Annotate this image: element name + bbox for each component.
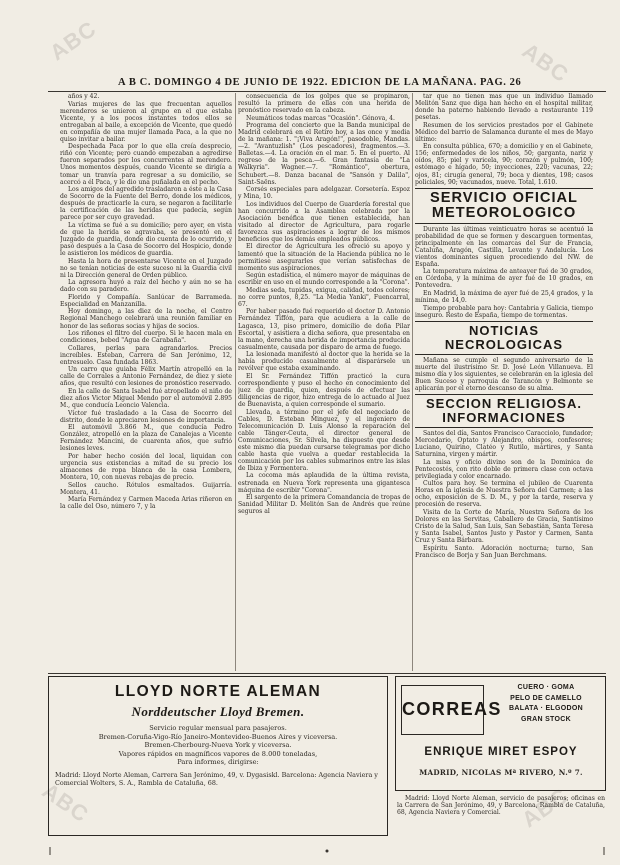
column-1-paragraph: Florido y Compañía. Sanlúcar de Barrameda. Especialidad en Manzanilla. xyxy=(60,293,232,308)
lloyd-line: Para informes, dirigirse: xyxy=(177,758,259,767)
religious-section xyxy=(415,430,593,559)
rel-title-line2: INFORMACIONES xyxy=(442,409,566,425)
clinic-paragraph: En consulta pública, 670; a domicilio y en el Gabinete, 156; enfermedades de los niños, 50; garganta, nariz y oídos, 85; piel y varicela, 90; corazón y pulmón, 100; estómago e hígado, 50; inyecciones, 220; vacunas, 22; ojos, 81; cirugía general, 79; boca y dientes, 198; casos policiales, 90; vacunados, nueve. Total, 1.610. xyxy=(415,143,593,186)
column-1-paragraph: Collares, perlas para agrandarlos. Precios increíbles. Esteban, Carrera de San Jerónimo, 12, entresuelo. Casa fundada 1863. xyxy=(60,344,232,366)
column-1-paragraph: Por haber hecho cosión del local, liquidan con urgencia sus existencias a mitad de su precio los almacenes de ropa blanca de la casa Lombera, Montera, 10, con nuevas rebajas de precio. xyxy=(60,452,232,481)
column-1-paragraph: Víctor fué trasladado a la Casa de Socorro del distrito, donde le apreciaron lesiones de importancia. xyxy=(60,409,232,424)
column-1-paragraph: Hoy domingo, a las diez de la noche, el Centro Regional Manchego celebrará una reunión familiar en honor de las señoras socias y hijas de socios. xyxy=(60,308,232,330)
nec-title-line1: NOTICIAS xyxy=(468,322,540,338)
column-1-paragraph: Varias mujeres de las que frecuentan aquellos merenderos se unieron al grupo en el que estaba Vicente, y a los pocos instantes todos ellos se entregaban al baile, a excepción de Vicente, que quedó en compañía de una mujer llamada Paca, a la que no quiso invitar a bailar. xyxy=(60,100,232,143)
correas-product-line: CUERO · GOMA xyxy=(517,684,575,691)
column-1-paragraph: Sellos caucho. Rótulos esmaltados. Guijarría. Montera, 41. xyxy=(60,481,232,496)
lloyd-title: LLOYD NORTE ALEMAN xyxy=(114,683,322,700)
watermark-top-right: ABC xyxy=(517,37,574,88)
rel-title-line1: SECCION RELIGIOSA. xyxy=(426,395,582,411)
met-paragraph: Durante las últimas veinticuatro horas se acentuó la probabilidad de que se formen y descarguen tormentas, principalmente en las comarcas del Sur de Francia, Cataluña, Aragón, Castilla, Levante y Andalucía. Los vientos dominantes siguen procediendo del NW. de España. xyxy=(415,225,593,268)
lloyd-lines xyxy=(55,724,381,767)
lloyd-line: Bremen-Coruña-Vigo-Río Janeiro-Montevideo-Buenos Aires y viceversa. xyxy=(98,732,338,741)
correas-logo: CORREAS xyxy=(401,685,484,735)
column-1-paragraph: María Fernández y Carmen Maceda Arias riñeron en la calle del Oso, número 7, y la xyxy=(60,496,232,511)
section-rule xyxy=(415,427,593,428)
page-header: A B C. DOMINGO 4 DE JUNIO DE 1922. EDICION DE LA MAÑANA. PAG. 26 xyxy=(118,77,522,88)
header-rule xyxy=(48,91,606,92)
lloyd-line: Bremen-Cherbourg-Nueva York y viceversa. xyxy=(144,741,292,750)
correas-product-line: GRAN STOCK xyxy=(521,715,571,723)
section-rule xyxy=(415,223,593,224)
column-1 xyxy=(60,93,232,671)
met-title-line1: SERVICIO OFICIAL xyxy=(430,189,578,206)
column-2-paragraph: La lesionada manifestó al doctor que la herida se la había producido casualmente al disparársele un revólver que estaba examinando. xyxy=(238,351,410,373)
column-1-paragraph: Un carro que guiaba Félix Martín atropelló en la calle de Corrales a Antonio Fernández, de diez y siete años, que resultó con lesiones de pronóstico reservado. xyxy=(60,366,232,388)
nec-paragraph: Mañana se cumple el segundo aniversario de la muerte del ilustrísimo Sr. D. José León Villanueva. El mismo día y los siguientes, se celebrarán en la iglesia del Buen Suceso y parroquia de Tarancón y Belmonte se aplicarán por el eterno descanso de su alma. xyxy=(415,356,593,392)
column-divider-2 xyxy=(412,93,413,671)
rel-paragraph: Cultos para hoy. Se termina el jubileo de Cuarenta Horas en la iglesia de Nuestra Señora del Carmen; a las ocho, exposición de S. D. M., y por la tarde, reserva y procesión de reserva. xyxy=(415,480,593,509)
column-2-paragraph: Medias seda, tupidas, exigua, calidad, todos colores; no corre puntos, 8,25. "La Media Yanki", Fuencarral, 67. xyxy=(238,286,410,308)
section-rule xyxy=(415,321,593,322)
column-1-paragraph: Hasta la hora de presentarse Vicente en el Juzgado no se tenían noticias de este suceso ni la Guardia civil ni la Dirección general de Orden público. xyxy=(60,257,232,279)
column-2-paragraph: Corsés especiales para adelgazar. Corsetería. Espoz y Mina, 10. xyxy=(238,186,410,201)
column-2-paragraph: El director de Agricultura les ofreció su apoyo y lamentó que la situación de la Hacienda pública no le permitiese asegurarles que verían satisfechas de momento sus aspiraciones. xyxy=(238,243,410,272)
correas-product-line: BALATA · ELGODON xyxy=(509,705,583,712)
column-2-paragraph: Por haber pasado fué requerido el doctor D. Antonio Fernández Tiffón, para que acudiera a la calle de Lagasca, 13, piso primero, domicilio de doña Pilar Escortal, y asistiera a dicha señora, que presentaba en la mano, derecha una herida de importancia producida casualmente, causada por disparo de arma de fuego. xyxy=(238,308,410,351)
column-2-paragraph: Los individuos del Cuerpo de Guardería forestal que han concurrido a la Asamblea celebrada por la Asociación benéfica que tienen establecida, han visitado al director de Agricultura, para rogarle favorezca sus aspiraciones a lograr de los mismos beneficios que los demás empleados públicos. xyxy=(238,200,410,243)
column-3-bottom xyxy=(397,795,605,847)
ads-rule xyxy=(48,673,606,674)
column-2-paragraph: Programa del concierto que la Banda municipal de Madrid celebrará en el Retiro hoy, a las once y media de la mañana: 1. "¡Viva Aragón!", pasodoble, Mandas.—2. "Avantuzlish" (Los pescadores), fragmentos.—3. Balletas.—4. La oración en el mar. 5. En el puerto. Al regreso de la pesca.—6. Gran fantasía de "La Walkyria". Wagner.—7. "Romántico", obertura, Schubert.—8. Danza bacanal de "Sansón y Dalila", Saint-Saëns. xyxy=(238,122,410,186)
column-1-paragraph: Los riñones el filtro del cuerpo. Si le hacen mala en condiciones, bebed "Agua de Carabaña". xyxy=(60,330,232,345)
correas-products xyxy=(490,683,602,725)
met-paragraph: En Madrid, la máxima de ayer fué de 25,4 grados, y la mínima, de 14,0. xyxy=(415,290,593,305)
met-paragraph: La temperatura máxima de anteayer fué de 30 grados, en Córdoba, y la mínima de ayer fué de 10 grados, en Pontevedra. xyxy=(415,268,593,290)
correas-company: ENRIQUE MIRET ESPOY xyxy=(424,746,578,758)
correas-product-line: PELO DE CAMELLO xyxy=(510,694,582,702)
rel-paragraph: Espíritu Santo. Adoración nocturna; turno, San Francisco de Borja y San Juan Berchmans. xyxy=(415,544,593,559)
met-title-line2: METEOROLOGICO xyxy=(431,204,577,221)
column-2-paragraph: Llevada, a término por el jefe del negociado de Cables, D. Esteban Minguez, y el ingeniero de Telecomunicación D. Luis Alonso la reparación del cable Tánger-Ceuta, el director general de Comunicaciones, Sr. Silvela, ha dispuesto que desde este mismo día puedan cursarse telegramas por dicho cable hasta que vuelva a quedar restablecida la comunicación por los cables submarinos entre las islas de Ibiza y Formentera. xyxy=(238,408,410,472)
column-1-paragraph: Despechada Paca por lo que ella creía desprecio, riñó con Vicente; pero cuando empezaban a agredirse fueron separados por los concurrentes al merendero. Unos momentos después, cuando Vicente se dirigía a tomar un tranvía para regresar a su domicilio, se acercó a él Paca, y le dio una puñalada en el pecho. xyxy=(60,143,232,186)
correas-address: MADRID, NICOLAS Mª RIVERO, N.º 7. xyxy=(419,768,583,777)
column-3 xyxy=(415,93,593,671)
rel-paragraph: La misa y oficio divino son de la Dominica de Pentecostés, con rito doble de primera clase con octava privilegiada y color encarnado. xyxy=(415,458,593,480)
rel-paragraph: Visita de la Corte de María, Nuestra Señora de los Dolores en las Servitas, Caballero de Gracia, Santísimo Cristo de la Salud, San Luis, San Sebastián, Santa Teresa y Santa Isabel, Santos Justo y Pastor y Carmen, Santa Cruz y Santa Bárbara. xyxy=(415,508,593,545)
necrology xyxy=(415,357,593,392)
section-rule xyxy=(415,394,593,395)
column-1-paragraph: La agresora huyó a raíz del hecho y aún no se ha dado con su paradero. xyxy=(60,279,232,294)
column-2-paragraph: La cocoma más aplaudida de la última revista, estrenada en Nueva York representa una gigantesca máquina de escribir "Corona". xyxy=(238,472,410,494)
correas-advertisement xyxy=(395,676,606,791)
clinic-paragraph: Resumen de los servicios prestados por el Gabinete Médico del barrio de Salamanca durante el mes de Mayo último: xyxy=(415,121,593,143)
lloyd-advertisement xyxy=(48,676,388,836)
met-paragraph: Tiempo probable para hoy: Cantabria y Galicia, tiempo inseguro. Resto de España, tiempo de tormentas. xyxy=(415,304,593,319)
column-2-paragraph: Neumáticos todas marcas "Ocasión". Génova, 4. xyxy=(246,114,395,122)
column-2-paragraph: El sargento de la primera Comandancia de tropas de Sanidad Militar D. Melitón San de Andrés que reúne seguros al xyxy=(238,494,410,516)
column-2-paragraph: El Sr. Fernández Tiffón practicó la cura correspondiente y puso el hecho en conocimiento del juez de guardia, quien, después de efectuar las diligencias de rigor, hizo entrega de lo actuado al Juez de Buenavista, a quien corresponde el sumario. xyxy=(238,372,410,409)
column-1-paragraph: Los amigos del agredido trasladaron a éste a la Casa de Socorro de la Fuente del Berro, donde los médicos, después de practicarle la cura, se negaron a facilitarle la certificación de las heridas que padecía, según parece por ser cuyo gravedad. xyxy=(60,186,232,222)
section-rule xyxy=(415,188,593,189)
clinic-summary xyxy=(415,93,593,186)
column-2 xyxy=(238,93,410,671)
clinic-paragraph: tar que no tienen mas que un individuo llamado Melitón Sanz que diga han hecho en el hospital militar, donde ha paterno habiendo llevado a restaurante 119 pesetas. xyxy=(415,93,593,122)
column-2-paragraph: Según estadística, el número mayor de máquinas de escribir en uso en el mundo corresponde a la "Corona". xyxy=(238,272,410,287)
watermark-bottom-right: ABC xyxy=(517,782,573,833)
column-divider-1 xyxy=(235,93,236,671)
section-rule xyxy=(415,354,593,355)
lloyd-line: Servicio regular mensual para pasajeros. xyxy=(149,724,287,732)
watermark-bottom-left: ABC xyxy=(37,777,94,828)
nec-title-line2: NECROLOGICAS xyxy=(444,336,564,352)
watermark-top-left: ABC xyxy=(45,15,101,66)
column-1-paragraph: En la calle de Santa Isabel fué atropellado el niño de diez años Victor Miguel Mendo por el automóvil 2.895 M., que conducía Leoncio Valencia. xyxy=(60,387,232,410)
lloyd-footer: Madrid: Lloyd Norte Aleman, Carrera San Jerónimo, 49, v. Dygasiskl. Barcelona: Agencia Naviera y Comercial Wolters, S. A., Rambla de Cataluña, 68. xyxy=(55,770,378,787)
column-1-paragraph: El automóvil 3.866 M., que conducía Pedro González, atropelló en la plaza de Canalejas a Vicente Fernández Mancini, de cuarenta años, que sufrió lesiones leves. xyxy=(60,424,232,453)
met-report xyxy=(415,226,593,319)
column-2-paragraph: consecuencia de los golpes que se propinaron, resultó la primera de ellas con una herida de pronóstico reservado en la cabeza. xyxy=(238,93,410,115)
rel-paragraph: Santos del día, Santos Francisco Caracciolo, fundador; Mercedario, Optato y Alejandro, obispos, confesores; Luciano, Quirino, Clatéo y Rutilo, mártires, y Santa Saturnina, virgen y mártir. xyxy=(415,429,593,459)
bottom-registration-marks xyxy=(48,845,606,857)
bottom-paragraph: Madrid: Lloyd Norte Aleman, servicio de pasajeros; oficinas en la Carrera de San Jerónimo, 49, y Barcelona, Rambla de Cataluña, 68, Agencia Naviera y Comercial. xyxy=(397,795,605,817)
column-1-paragraph: años y 42. xyxy=(68,93,100,100)
lloyd-subtitle: Norddeutscher Lloyd Bremen. xyxy=(131,704,305,719)
lloyd-line: Vapores rápidos en magníficos vapores de 8.000 toneladas, xyxy=(118,749,318,758)
column-1-paragraph: La víctima se fué a su domicilio; pero ayer, en vista de que la herida se agravaba, se presentó en el Juzgado de guardia, donde dio cuenta de lo ocurrido, y pasó después a la Casa de Socorro del Hospicio, donde le asistieron los médicos de guardia. xyxy=(60,221,232,258)
